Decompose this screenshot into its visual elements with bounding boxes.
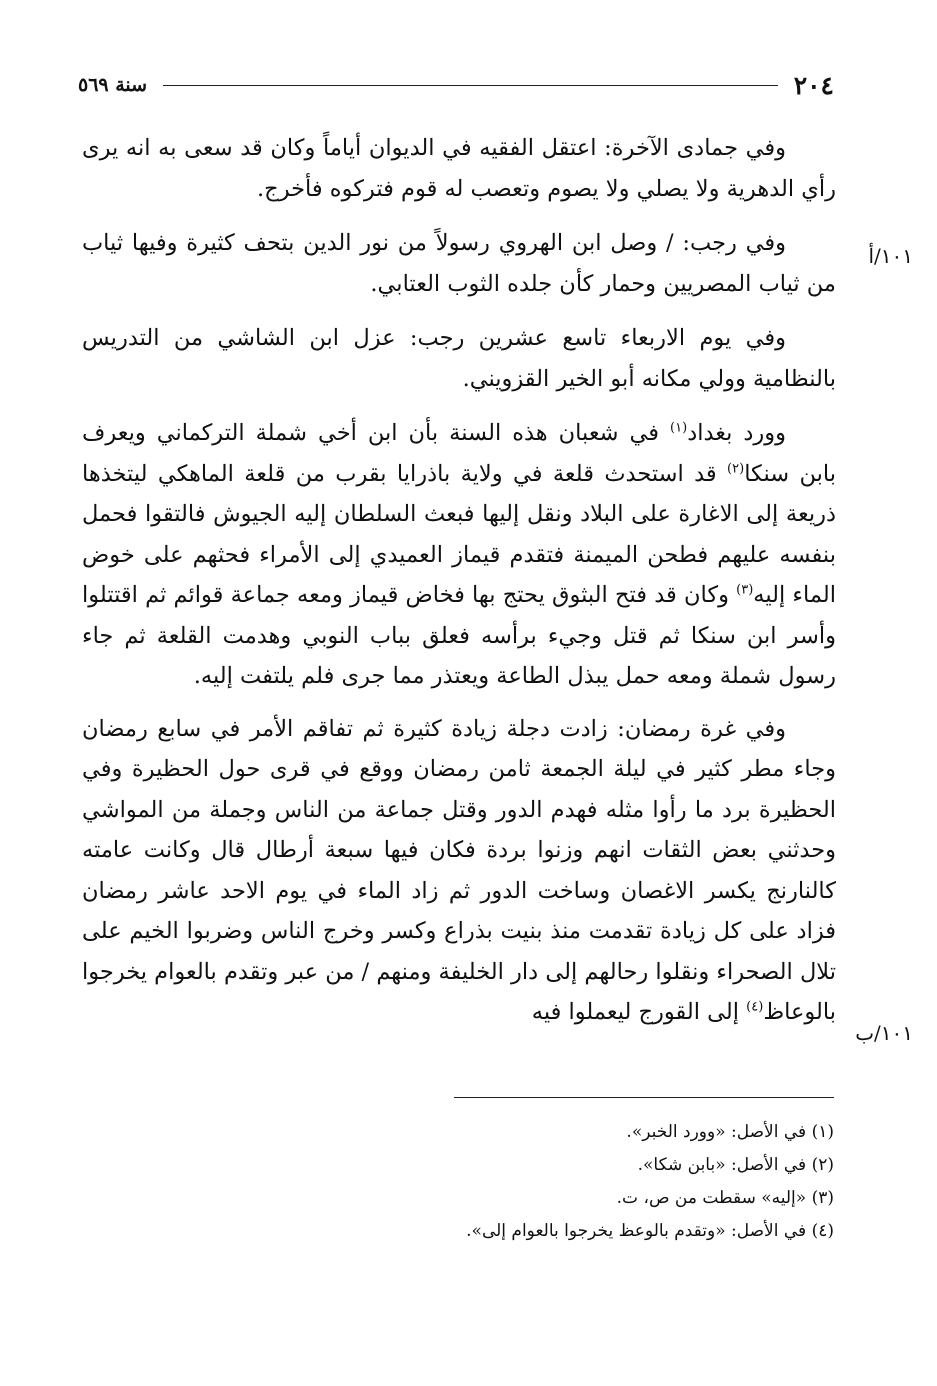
footnote-2: (٢) في الأصل: «بابن شكا». <box>637 1155 834 1175</box>
footnote-1: (١) في الأصل: «وورد الخبر». <box>626 1122 834 1142</box>
text-run: قد استحدث قلعة في ولاية باذرايا بقرب من قلعة الماهكي ليتخذها ذريعة إلى الاغارة على البلاد ونقل إليها فبعث السلطان إليه الجيوش فالتقوا فحمل بنفسه عليهم فطحن الميمنة فتقدم قيماز العميدي إلى الأمراء فحثهم على خوض الماء إليه <box>82 460 836 608</box>
text-run: وفي رجب: / وصل ابن الهروي رسولاً من نور الدين بتحف كثيرة وفيها ثياب من ثياب المصريين وحمار كأن جلده الثوب العتابي. <box>82 230 836 297</box>
paragraph-rajab <box>82 223 836 304</box>
text-run: وورد بغداد <box>687 420 786 446</box>
paragraph-wednesday <box>82 318 836 399</box>
footnote-rule <box>454 1097 834 1098</box>
paragraph-ramadan <box>82 709 836 1033</box>
folio-marker-b: ١٠١/ب <box>855 1021 913 1045</box>
year-label: سنة ٥٦٩ <box>78 74 148 96</box>
footnote-marker: (١) <box>670 420 688 436</box>
text-run: وكان قد فتح البثوق يحتج بها فخاض قيماز ومعه جماعة قوائم ثم اقتتلوا وأسر ابن سنكا ثم قتل وجيء برأسه فعلق بباب النوبي وهدمت القلعة ثم جاء رسول شملة ومعه حمل يبذل الطاعة ويعتذر مما جرى فلم يلتفت إليه. <box>82 582 836 689</box>
main-text <box>82 128 836 1047</box>
page-number: ٢٠٤ <box>793 70 834 100</box>
text-run: وفي يوم الاربعاء تاسع عشرين رجب: عزل ابن الشاشي من التدريس بالنظامية وولي مكانه أبو الخير القزويني. <box>82 325 836 392</box>
folio-marker-a: ١٠١/أ <box>868 244 913 268</box>
text-run: في شعبان هذه السنة بأن ابن أخي شملة التركماني ويعرف بابن سنكا <box>82 420 836 487</box>
text-run: وفي جمادى الآخرة: اعتقل الفقيه في الديوان أياماً وكان قد سعى به انه يرى رأي الدهرية ولا يصلي ولا يصوم وتعصب له قوم فتركوه فأخرج. <box>82 135 836 202</box>
footnote-marker: (٤) <box>746 999 764 1015</box>
text-run: وفي غرة رمضان: زادت دجلة زيادة كثيرة ثم تفاقم الأمر في سابع رمضان وجاء مطر كثير في ليلة الجمعة ثامن رمضان ووقع في قرى حول الحظيرة وفي الحظيرة برد ما رأوا مثله فهدم الدور وقتل جماعة من الناس وجملة من المواشي وحدثني بعض الثقات انهم وزنوا بردة فكان فيها سبعة أرطال قال وكانت عامته كالنارنج يكسر الاغصان وساخت الدور ثم زاد الماء في يوم الاحد عاشر رمضان فزاد على كل زيادة تقدمت منذ بنيت بذراع وكسر وخرج الناس وضربوا الخيم على تلال الصحراء ونقلوا رحالهم إلى دار الخليفة ومنهم / من عبر وتقدم بالعوام يخرجوا بالوعاظ <box>82 715 836 1025</box>
footnote-marker: (٣) <box>736 582 754 598</box>
paragraph-baghdad <box>82 413 836 697</box>
text-run: إلى القورج ليعملوا فيه <box>531 999 747 1025</box>
header-rule <box>163 85 778 86</box>
footnote-3: (٣) «إليه» سقطت من ص، ت. <box>616 1188 834 1208</box>
footnotes <box>200 1116 834 1248</box>
footnote-4: (٤) في الأصل: «وتقدم بالوعظ يخرجوا بالعوام إلى». <box>466 1221 834 1241</box>
paragraph-jumada <box>82 128 836 209</box>
footnote-marker: (٢) <box>727 461 745 476</box>
running-head <box>78 68 834 102</box>
